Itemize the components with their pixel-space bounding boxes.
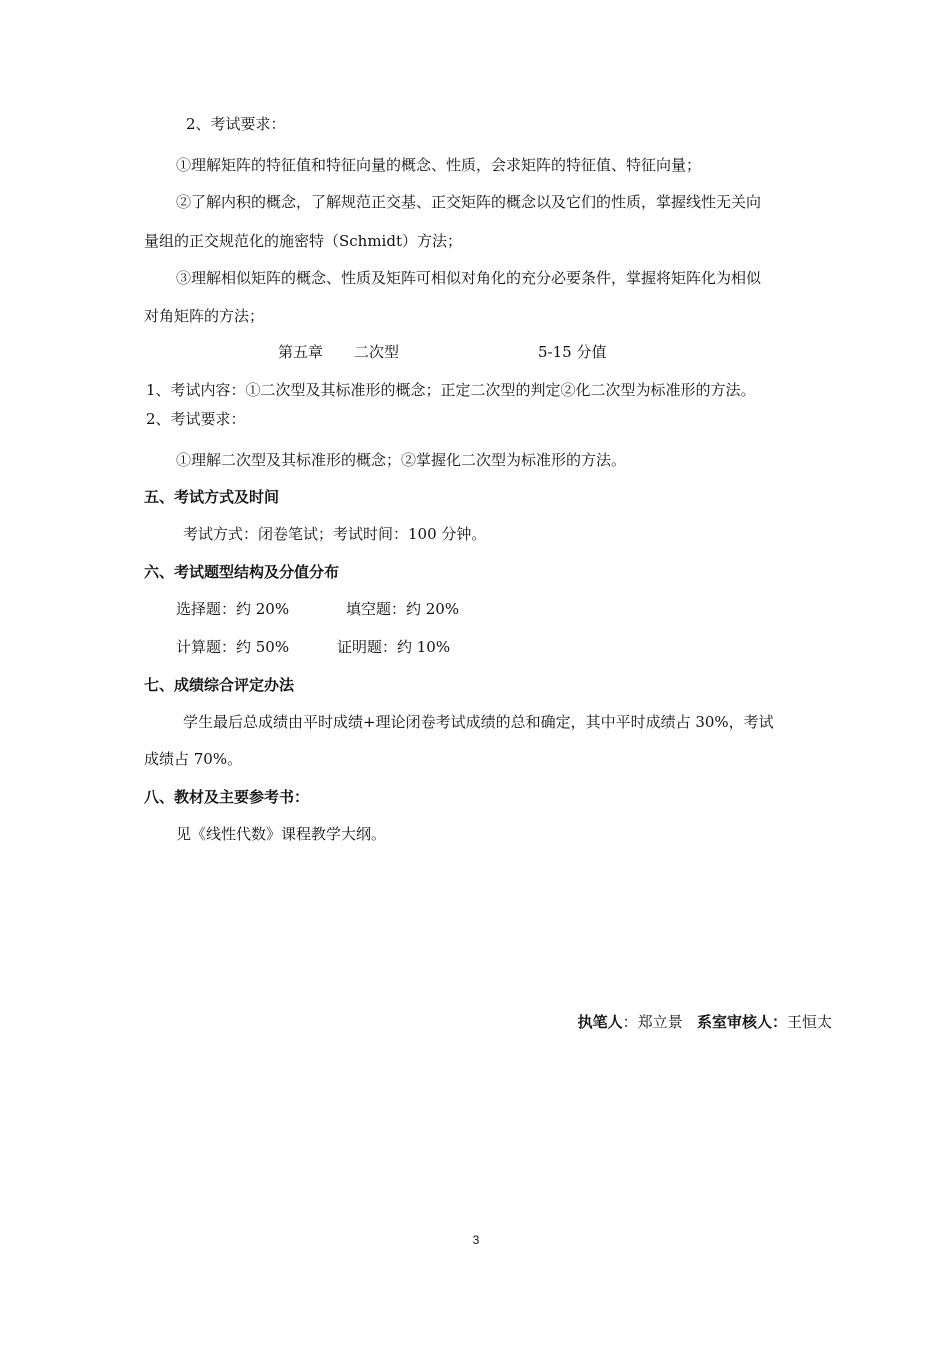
ch5-chapter-label: 第五章 [278,343,324,361]
ch4-requirement-2-line1: ②了解内积的概念，了解规范正交基、正交矩阵的概念以及它们的性质，掌握线性无关向 [176,193,762,211]
reviewer-label: 系室审核人： [696,1013,787,1031]
ch5-requirement-1: ①理解二次型及其标准形的概念；②掌握化二次型为标准形的方法。 [176,451,627,469]
ch4-requirement-3-line2: 对角矩阵的方法； [144,307,265,325]
ch5-exam-content: 1、考试内容：①二次型及其标准形的概念；正定二次型的判定②化二次型为标准形的方法。 [146,381,756,399]
section6-proof-weight: 证明题：约 10% [337,638,451,656]
section6-choice-weight: 选择题：约 20% [176,600,290,618]
section8-heading: 八、教材及主要参考书： [144,788,310,806]
author-name: 郑立景 [637,1013,683,1031]
author-separator: ： [622,1013,638,1031]
page-number: 3 [472,1233,480,1247]
section6-heading: 六、考试题型结构及分值分布 [144,563,340,581]
section8-body: 见《线性代数》课程教学大纲。 [176,825,387,843]
section5-heading: 五、考试方式及时间 [144,488,280,506]
section7-heading: 七、成绩综合评定办法 [144,676,295,694]
ch5-chapter-name: 二次型 [354,343,400,361]
ch5-requirements-label: 2、考试要求： [146,410,246,428]
ch4-requirements-label: 2、考试要求： [186,115,286,133]
section7-body-line2: 成绩占 70%。 [144,750,243,768]
ch4-requirement-1: ①理解矩阵的特征值和特征向量的概念、性质，会求矩阵的特征值、特征向量； [176,156,702,174]
section5-body: 考试方式：闭卷笔试；考试时间：100 分钟。 [183,525,487,543]
section6-fill-weight: 填空题：约 20% [346,600,460,618]
section7-body-line1: 学生最后总成绩由平时成绩+理论闭卷考试成绩的总和确定，其中平时成绩占 30%，考试 [183,713,774,731]
ch4-requirement-2-line2: 量组的正交规范化的施密特（Schmidt）方法； [144,232,462,250]
author-label: 执笔人 [577,1013,623,1031]
reviewer-name: 王恒太 [786,1013,832,1031]
ch5-score-range: 5-15 分值 [538,343,607,361]
section6-calc-weight: 计算题：约 50% [176,638,290,656]
ch4-requirement-3-line1: ③理解相似矩阵的概念、性质及矩阵可相似对角化的充分必要条件，掌握将矩阵化为相似 [176,269,762,287]
signature-line [578,1012,832,1032]
